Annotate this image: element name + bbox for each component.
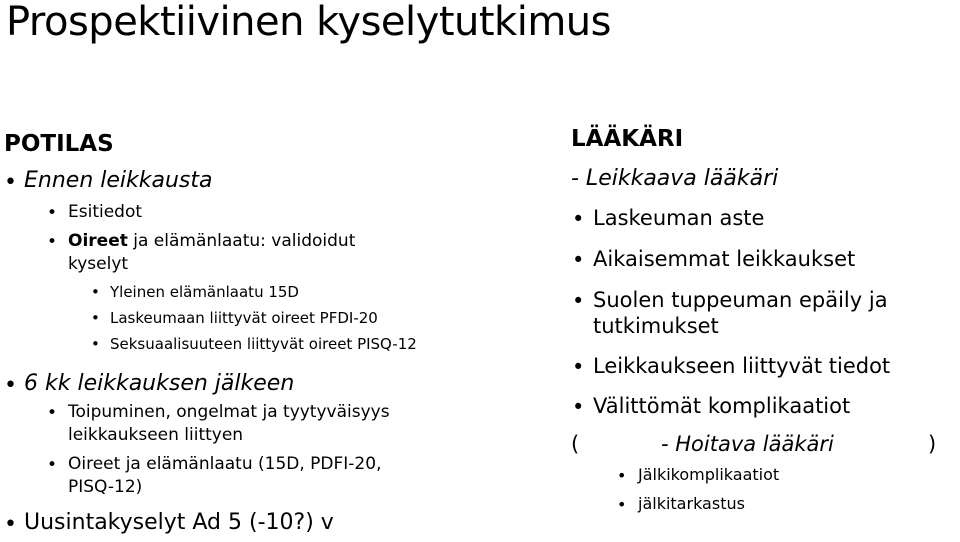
questionnaire-15d: Yleinen elämänlaatu 15D	[110, 283, 299, 301]
bullet-icon: •	[572, 248, 585, 272]
symptoms2-cont: PISQ-12)	[68, 477, 143, 497]
bullet-icon: •	[47, 403, 58, 423]
bullet-icon: •	[617, 466, 627, 485]
bullet-icon: •	[572, 355, 585, 379]
bullet-icon: •	[617, 495, 627, 514]
symptoms-line	[68, 233, 355, 250]
symptoms-bold: Oireet	[68, 231, 128, 251]
treating-close-paren: )	[928, 432, 937, 456]
operating-surgeon: - Leikkaava lääkäri	[571, 166, 779, 191]
repeat-surveys: Uusintakyselyt Ad 5 (-10?) v	[24, 510, 334, 535]
intussusception-cont: tutkimukset	[593, 314, 719, 338]
background-info: Esitiedot	[68, 202, 143, 222]
after-surgery: 6 kk leikkauksen jälkeen	[24, 371, 295, 396]
bullet-icon: •	[91, 309, 100, 327]
bullet-icon: •	[4, 512, 17, 537]
symptoms-rest: ja elämänlaatu: validoidut	[127, 231, 356, 251]
before-surgery: Ennen leikkausta	[24, 168, 213, 193]
questionnaire-pisq: Seksuaalisuuteen liittyvät oireet PISQ-12	[110, 335, 417, 353]
page-title: Prospektiivinen kyselytutkimus	[6, 0, 611, 45]
bullet-icon: •	[572, 395, 585, 419]
immediate-complications: Välittömät komplikaatiot	[593, 394, 851, 418]
bullet-icon: •	[572, 289, 585, 313]
symptoms-cont: kyselyt	[68, 254, 129, 274]
symptoms2-line: Oireet ja elämänlaatu (15D, PDFI-20,	[68, 454, 382, 474]
bullet-icon: •	[47, 203, 58, 223]
patient-heading: POTILAS	[4, 131, 114, 157]
prolapse-grade: Laskeuman aste	[593, 206, 765, 230]
bullet-icon: •	[4, 170, 17, 195]
surgery-details: Leikkaukseen liittyvät tiedot	[593, 354, 891, 378]
doctor-heading: LÄÄKÄRI	[571, 126, 684, 152]
bullet-icon: •	[47, 455, 58, 475]
bullet-icon: •	[572, 207, 585, 231]
bullet-icon: •	[91, 335, 100, 353]
late-complications: Jälkikomplikaatiot	[638, 465, 780, 484]
bullet-icon: •	[91, 283, 100, 301]
treating-doctor: - Hoitava lääkäri	[661, 432, 834, 456]
previous-surgeries: Aikaisemmat leikkaukset	[593, 247, 856, 271]
treating-open-paren: (	[571, 432, 580, 456]
bullet-icon: •	[4, 373, 17, 398]
recovery-cont: leikkaukseen liittyen	[68, 425, 244, 445]
questionnaire-pfdi: Laskeumaan liittyvät oireet PFDI-20	[110, 309, 378, 327]
follow-up-check: jälkitarkastus	[638, 494, 745, 513]
intussusception-line: Suolen tuppeuman epäily ja	[593, 288, 888, 312]
bullet-icon: •	[47, 232, 58, 252]
recovery-line: Toipuminen, ongelmat ja tyytyväisyys	[68, 402, 390, 422]
